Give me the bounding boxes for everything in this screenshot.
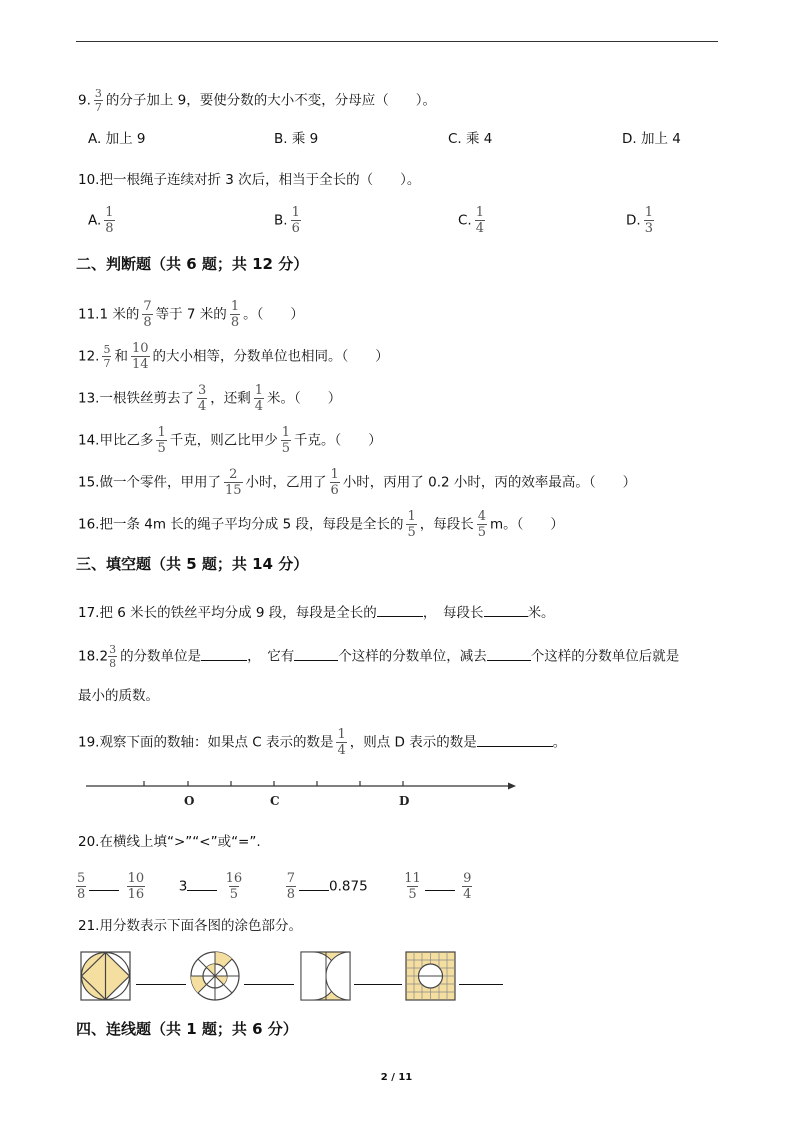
option-c[interactable]: C. 乘 4 (448, 131, 493, 147)
point-c-label: C (270, 794, 280, 808)
option-b[interactable]: B. 乘 9 (274, 131, 319, 147)
question-18: 18.2 $\frac{3}{8}$ 的分数单位是 ， 它有 个这样的分数单位，减去 个这样的分数单位后就是 (78, 643, 680, 670)
question-11: 11.1 米的 $\frac{7}{8}$ 等于 7 米的 $\frac{1}{8}$ 。（ ） (78, 299, 304, 330)
question-19: 19.观察下面的数轴：如果点 C 表示的数是 $\frac{1}{4}$ ，则点 D 表示的数是 。 (78, 727, 567, 758)
question-9: 9. $\frac{3}{7}$ 的分子加上 9，要使分数的大小不变，分母应（ ）。 (78, 87, 437, 114)
figure-square-arcs (300, 951, 352, 1001)
option-d[interactable]: D. 加上 4 (622, 131, 681, 147)
answer-blank[interactable] (377, 602, 423, 617)
option-a[interactable]: A. $\frac{1}{8}$ (88, 205, 114, 236)
answer-blank[interactable] (354, 970, 402, 985)
answer-blank[interactable] (299, 876, 329, 891)
option-a[interactable]: A. 加上 9 (88, 131, 146, 147)
header-rule (76, 41, 718, 42)
answer-blank[interactable] (425, 876, 455, 891)
question-10: 10.把一根绳子连续对折 3 次后，相当于全长的（ ）。 (78, 172, 421, 188)
answer-blank[interactable] (477, 732, 553, 747)
option-b[interactable]: B. $\frac{1}{6}$ (274, 205, 300, 236)
question-20-items: $\frac{5}{8}$ $\frac{10}{16}$ 3 $\frac{16}{5}$ $\frac{7}{8}$ 0.875 $\frac{11}{5}$ $\frac{9}{4}$ (77, 871, 472, 902)
answer-blank[interactable] (244, 970, 294, 985)
answer-blank[interactable] (459, 970, 503, 985)
answer-blank[interactable] (136, 970, 186, 985)
answer-blank[interactable] (294, 646, 338, 661)
figure-concentric-circle (189, 951, 241, 1001)
question-12: 12. $\frac{5}{7}$ 和 $\frac{10}{14}$ 的大小相等，分数单位也相同。（ ） (78, 341, 389, 372)
answer-blank[interactable] (484, 602, 528, 617)
question-20: 20.在横线上填“>”“<”或“=”. (78, 834, 261, 850)
answer-blank[interactable] (187, 876, 217, 891)
point-d-label: D (399, 794, 410, 808)
question-17: 17.把 6 米长的铁丝平均分成 9 段，每段是全长的 ， 每段长 米。 (78, 602, 555, 623)
section-2-title: 二、判断题（共 6 题；共 12 分） (76, 255, 309, 273)
section-3-title: 三、填空题（共 5 题；共 14 分） (76, 555, 309, 573)
number-line (84, 772, 520, 812)
question-21: 21.用分数表示下面各图的涂色部分。 (78, 918, 302, 934)
question-13: 13.一根铁丝剪去了 $\frac{3}{4}$ ，还剩 $\frac{1}{4}$ 米。（ ） (78, 383, 342, 414)
section-4-title: 四、连线题（共 1 题；共 6 分） (76, 1020, 298, 1038)
point-o-label: O (184, 794, 195, 808)
figure-circle-in-square (80, 951, 132, 1001)
question-18-continued: 最小的质数。 (78, 688, 159, 704)
figure-grid-circle (405, 951, 457, 1001)
question-16: 16.把一条 4m 长的绳子平均分成 5 段，每段是全长的 $\frac{1}{5}$ ，每段长 $\frac{4}{5}$ m。（ ） (78, 509, 564, 540)
answer-blank[interactable] (201, 646, 247, 661)
option-c[interactable]: C. $\frac{1}{4}$ (458, 205, 484, 236)
answer-blank[interactable] (487, 646, 531, 661)
question-15: 15.做一个零件，甲用了 $\frac{2}{15}$ 小时，乙用了 $\frac{1}{6}$ 小时，丙用了 0.2 小时，丙的效率最高。（ ） (78, 467, 637, 498)
page-number: 2 / 11 (380, 1072, 413, 1083)
answer-blank[interactable] (89, 876, 119, 891)
option-d[interactable]: D. $\frac{1}{3}$ (626, 205, 653, 236)
question-14: 14.甲比乙多 $\frac{1}{5}$ 千克，则乙比甲少 $\frac{1}{5}$ 千克。（ ） (78, 425, 382, 456)
